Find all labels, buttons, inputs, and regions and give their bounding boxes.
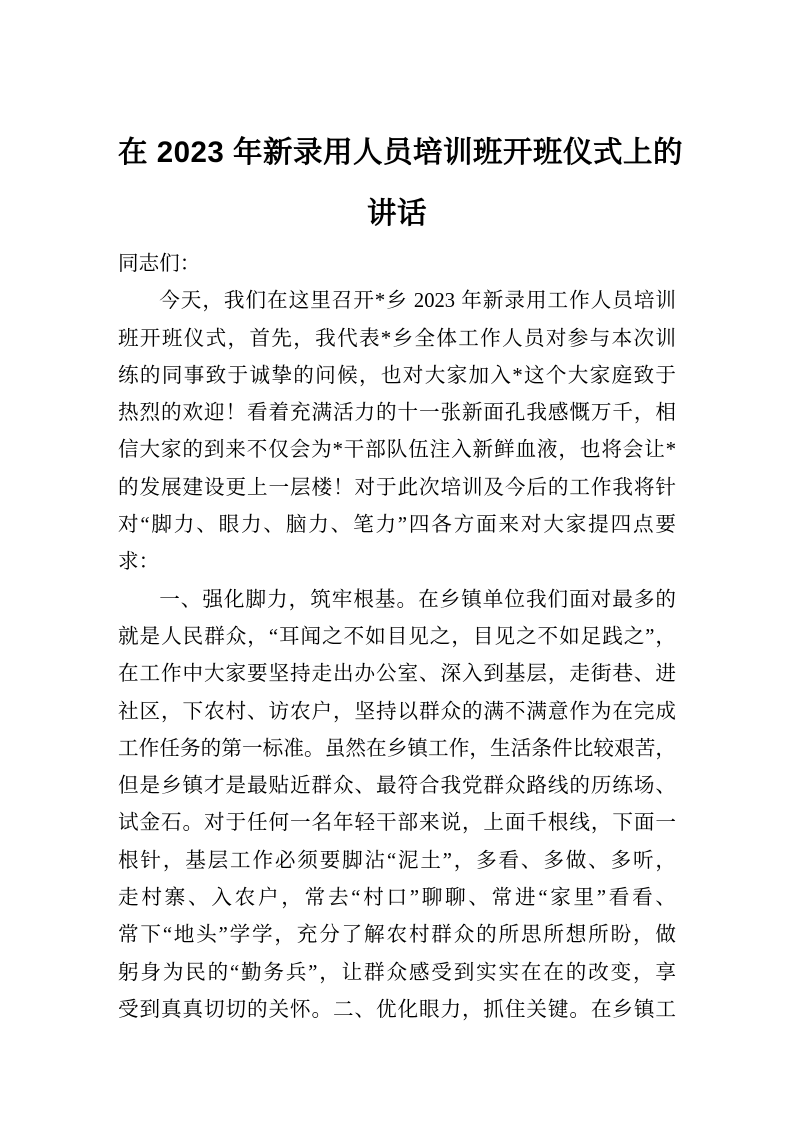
document-title-line-1: 在 2023 年新录用人员培训班开班仪式上的 xyxy=(118,136,684,169)
document-title xyxy=(118,122,684,244)
text-line: 练的同事致于诚挚的问候，也对大家加入*这个大家庭致于 xyxy=(118,364,676,387)
text-line: 但是乡镇才是最贴近群众、最符合我党群众路线的历练场、 xyxy=(118,775,676,798)
text-line: 同志们： xyxy=(118,253,201,275)
text-line: 常下“地头”学学，充分了解农村群众的所思所想所盼，做 xyxy=(118,924,676,947)
text-line: 求： xyxy=(118,551,160,574)
text-line: 工作任务的第一标准。虽然在乡镇工作，生活条件比较艰苦， xyxy=(118,737,676,760)
text-line: 就是人民群众，“耳闻之不如目见之，目见之不如足践之”， xyxy=(118,625,676,648)
text-line: 受到真真切切的关怀。二、优化眼力，抓住关键。在乡镇工 xyxy=(118,998,676,1021)
text-line: 今天，我们在这里召开*乡 2023 年新录用工作人员培训 xyxy=(159,290,676,313)
text-line: 在工作中大家要坚持走出办公室、深入到基层，走街巷、进 xyxy=(118,663,676,686)
text-line: 对“脚力、眼力、脑力、笔力”四各方面来对大家提四点要 xyxy=(118,514,676,537)
text-line: 一、强化脚力，筑牢根基。在乡镇单位我们面对最多的 xyxy=(159,588,676,611)
text-line: 社区，下农村、访农户，坚持以群众的满不满意作为在完成 xyxy=(118,700,676,723)
text-line: 走村寨、入农户，常去“村口”聊聊、常进“家里”看看、 xyxy=(118,887,676,910)
text-line: 的发展建设更上一层楼！对于此次培训及今后的工作我将针 xyxy=(118,476,676,499)
text-line: 热烈的欢迎！看着充满活力的十一张新面孔我感慨万千，相 xyxy=(118,402,676,425)
text-line: 根针，基层工作必须要脚沾“泥土”，多看、多做、多听， xyxy=(118,849,676,872)
document-body xyxy=(118,246,676,1029)
text-line: 躬身为民的“勤务兵”，让群众感受到实实在在的改变，享 xyxy=(118,961,676,984)
document-title-line-2: 讲话 xyxy=(366,197,427,230)
text-line: 试金石。对于任何一名年轻干部来说，上面千根线，下面一 xyxy=(118,812,676,835)
text-line: 信大家的到来不仅会为*干部队伍注入新鲜血液，也将会让* xyxy=(118,439,676,462)
text-line: 班开班仪式，首先，我代表*乡全体工作人员对参与本次训 xyxy=(118,327,676,350)
